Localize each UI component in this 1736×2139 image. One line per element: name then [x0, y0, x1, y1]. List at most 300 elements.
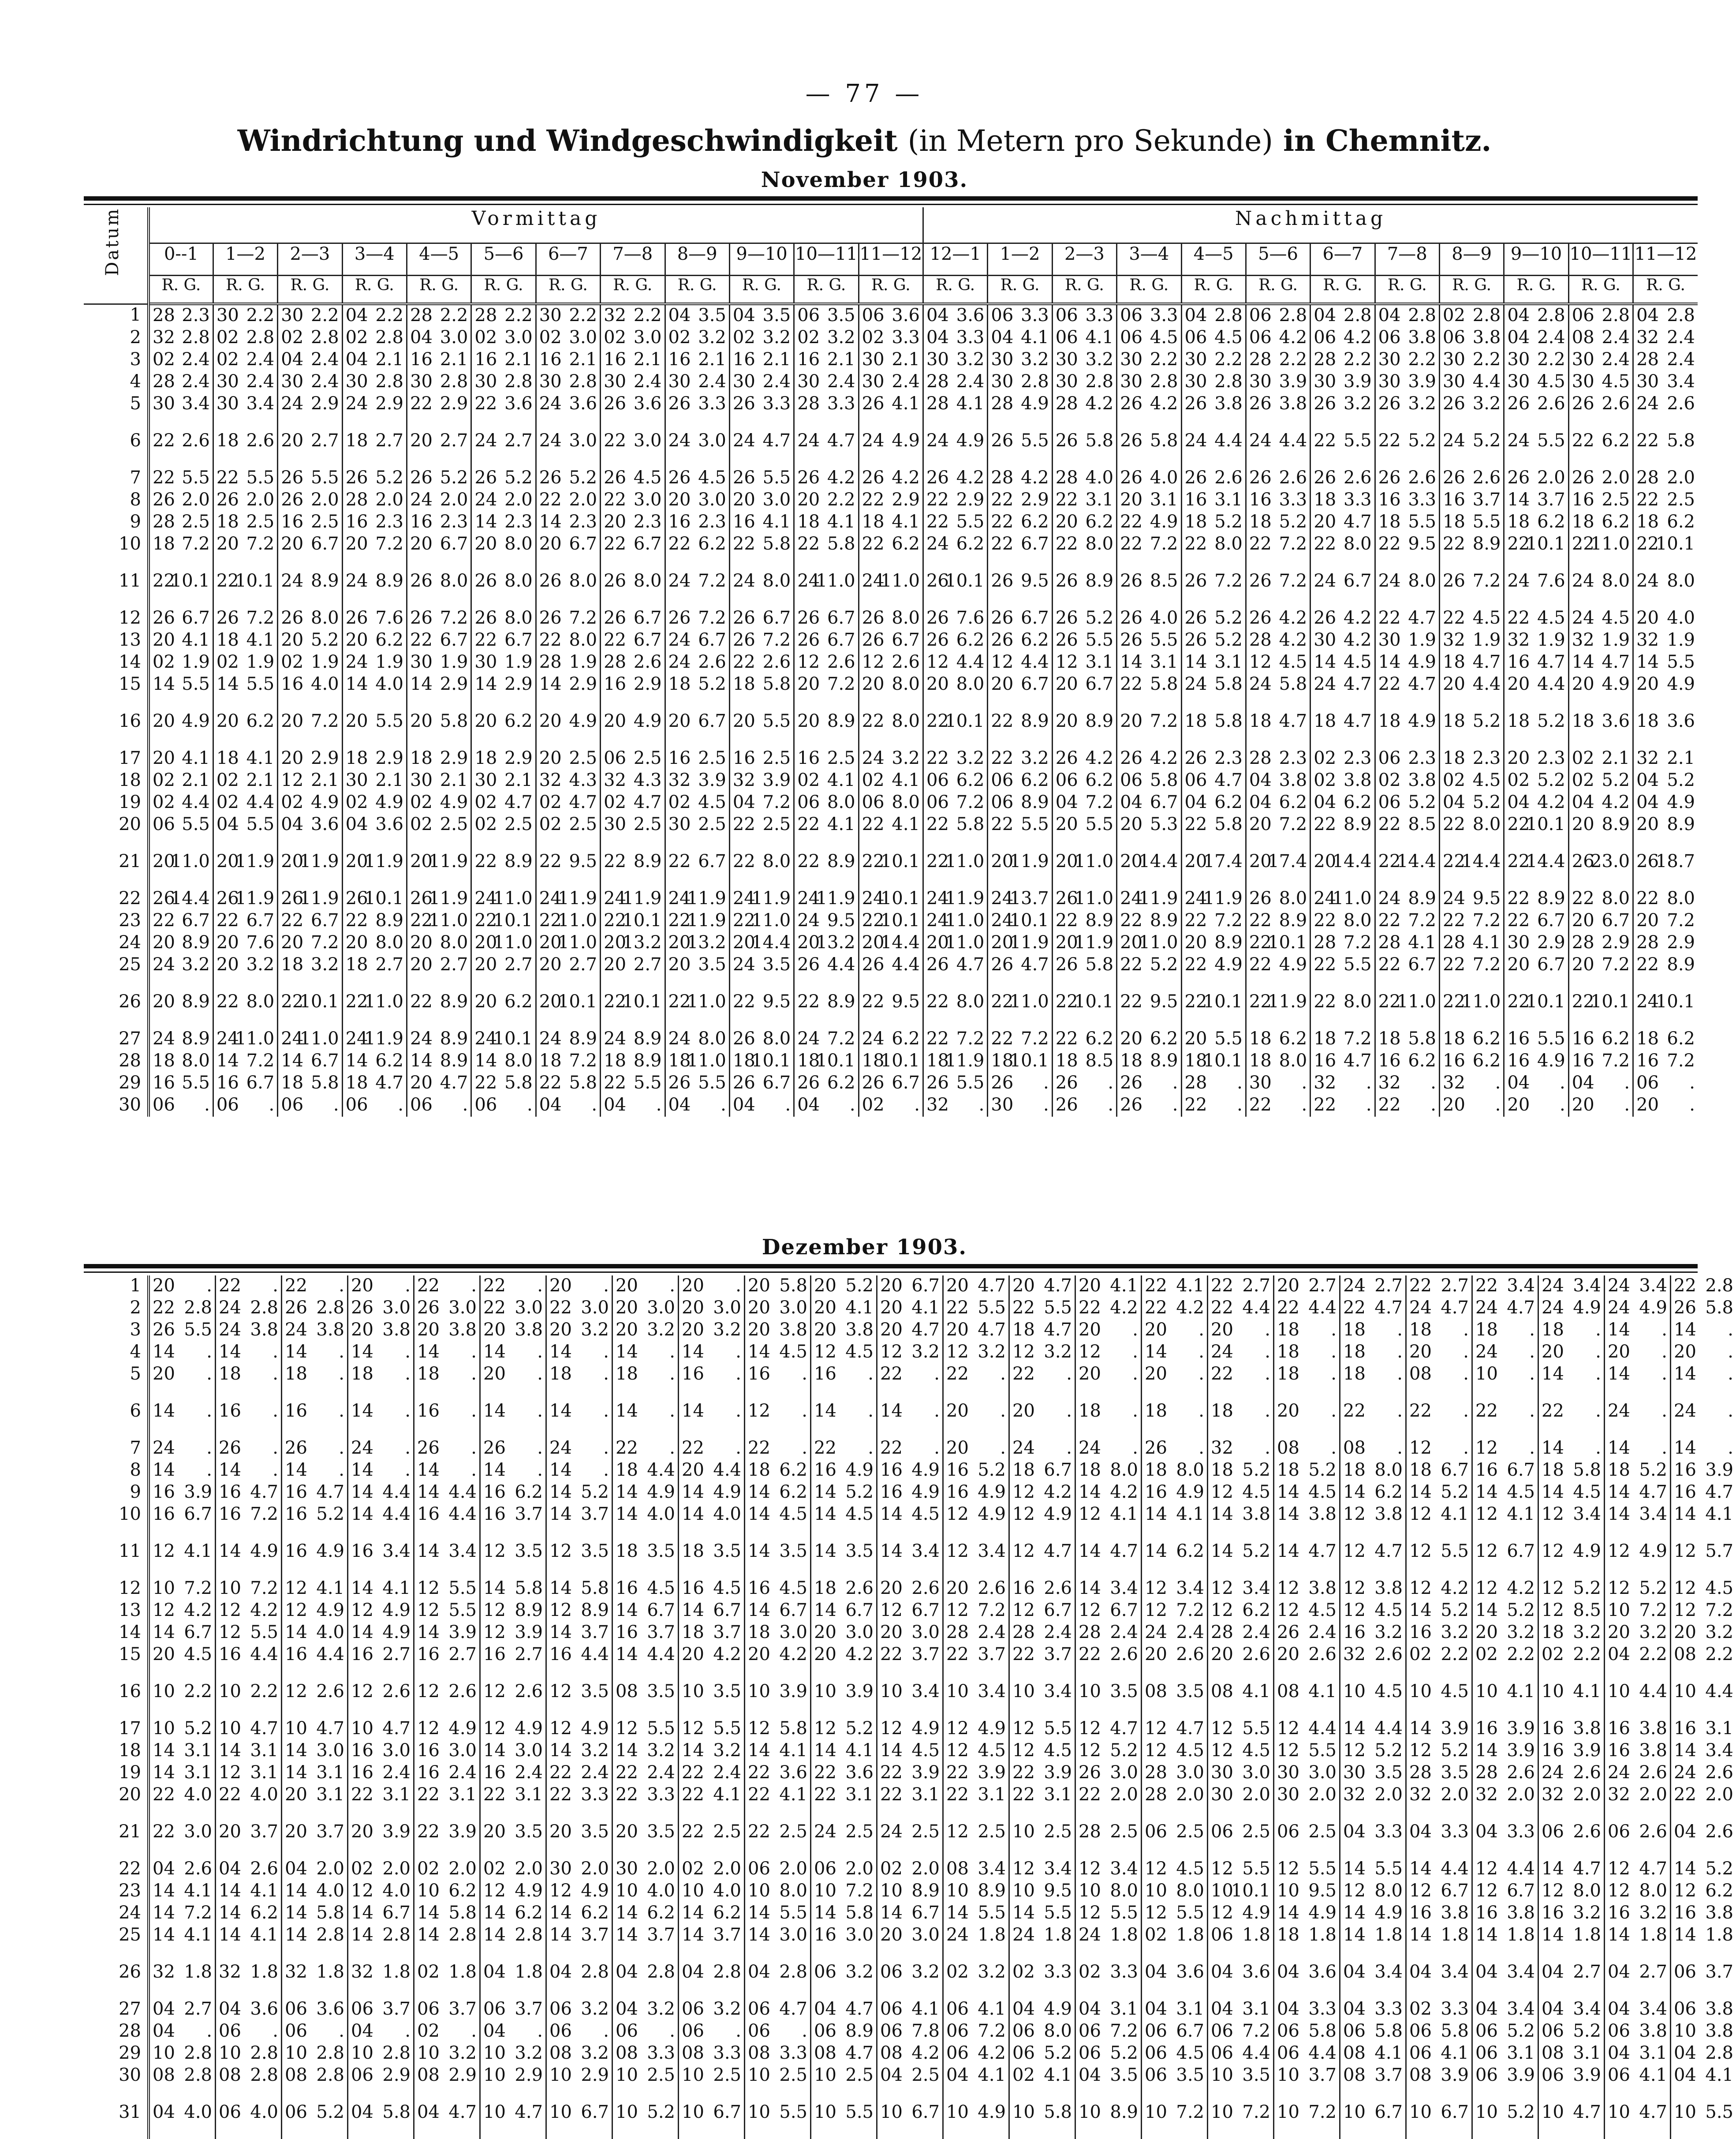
wind-cell [1538, 2043, 1605, 2065]
wind-direction: 24 [1636, 991, 1659, 1012]
hour-header: 5—6 [1246, 243, 1310, 276]
wind-cell [471, 467, 536, 490]
wind-direction: 12 [1012, 1541, 1035, 1561]
wind-speed: 4.1 [1507, 1681, 1535, 1701]
wind-direction: 20 [539, 711, 562, 731]
wind-cell [877, 1364, 943, 1386]
wind-speed: 2.7 [311, 430, 339, 451]
wind-cell [745, 2043, 811, 2065]
wind-speed: 5.2 [1279, 512, 1307, 532]
wind-speed: 3.6 [779, 1762, 807, 1783]
wind-direction: 20 [153, 932, 175, 953]
wind-cell [601, 748, 665, 770]
wind-speed: 2.4 [956, 371, 985, 392]
wind-cell [1142, 1460, 1208, 1482]
wind-cell [877, 1666, 943, 1718]
wind-speed: 7.2 [569, 608, 597, 628]
wind-direction: 28 [1636, 932, 1659, 953]
wind-direction: 02 [862, 327, 885, 348]
wind-speed: 2.9 [504, 674, 533, 694]
wind-cell [1009, 1718, 1075, 1740]
wind-direction: 20 [281, 711, 303, 731]
wind-cell [1472, 1784, 1538, 1806]
wind-direction: 26 [1572, 851, 1594, 871]
wind-direction: 22 [1211, 1364, 1233, 1384]
wind-direction: 26 [1314, 467, 1336, 488]
wind-speed: 5.5 [1441, 1541, 1469, 1561]
wind-cell [923, 748, 988, 770]
wind-speed: 2.6 [1473, 467, 1501, 488]
wind-direction: 20 [1120, 1028, 1142, 1049]
wind-direction: 10 [1012, 2102, 1035, 2122]
wind-cell [859, 888, 923, 910]
wind-cell [1052, 836, 1116, 888]
wind-speed: 3.1 [911, 1784, 940, 1805]
wind-cell [729, 954, 794, 976]
wind-direction: 04 [1608, 1962, 1630, 1982]
wind-cell [745, 1947, 811, 1999]
wind-direction: 22 [1249, 991, 1272, 1012]
wind-cell [1440, 932, 1504, 954]
wind-cell [794, 415, 859, 467]
wind-speed: 3.2 [911, 1342, 940, 1362]
wind-direction: 26 [410, 571, 433, 591]
wind-direction: 14 [1211, 1504, 1233, 1524]
wind-speed: 4.1 [845, 1740, 874, 1761]
wind-direction: 16 [1409, 1622, 1432, 1642]
wind-cell [988, 770, 1052, 792]
wind-direction: 10 [1674, 2021, 1696, 2041]
wind-direction: 08 [417, 2065, 440, 2085]
wind-direction: 04 [351, 2102, 373, 2122]
wind-speed: . [1430, 1095, 1436, 1115]
wind-cell [1440, 954, 1504, 976]
wind-cell [729, 327, 794, 349]
wind-cell [601, 327, 665, 349]
wind-speed: 4.0 [184, 2102, 212, 2122]
wind-direction: 26 [483, 1438, 506, 1458]
wind-cell [216, 1460, 282, 1482]
table-row [84, 1600, 1736, 1622]
wind-direction: 14 [417, 1622, 440, 1642]
wind-direction: 28 [1145, 1784, 1167, 1805]
wind-direction: 18 [281, 954, 303, 975]
wind-cell [1406, 1762, 1472, 1784]
wind-speed: . [868, 1364, 874, 1384]
datum-cell: 28 [84, 1051, 149, 1073]
wind-cell [943, 2021, 1009, 2043]
wind-speed: . [471, 1401, 477, 1421]
wind-cell [213, 630, 277, 652]
wind-cell [149, 1298, 216, 1320]
wind-speed: 3.7 [581, 1504, 609, 1524]
wind-speed: 4.1 [956, 393, 985, 414]
wind-cell [1472, 1298, 1538, 1320]
wind-direction: 32 [153, 327, 175, 348]
wind-speed: . [1198, 1364, 1204, 1384]
wind-cell [1208, 1298, 1274, 1320]
wind-speed: 3.9 [448, 1622, 477, 1642]
wind-cell [1538, 1460, 1605, 1482]
wind-direction: 26 [1277, 1622, 1299, 1642]
wind-cell [546, 1762, 612, 1784]
wind-cell [877, 1386, 943, 1438]
wind-cell [1009, 1578, 1075, 1600]
wind-cell [1208, 1622, 1274, 1644]
wind-cell [1406, 1342, 1472, 1364]
wind-direction: 20 [748, 1298, 770, 1318]
wind-cell [943, 2043, 1009, 2065]
wind-cell [1075, 1718, 1142, 1740]
wind-cell [471, 976, 536, 1028]
wind-direction: 20 [604, 954, 626, 975]
wind-direction: 14 [1542, 1438, 1564, 1458]
wind-cell [1117, 954, 1181, 976]
wind-speed: 6.2 [1176, 1541, 1204, 1561]
wind-cell [612, 1298, 679, 1320]
wind-speed: 6.2 [246, 711, 275, 731]
wind-cell [1246, 349, 1310, 371]
wind-cell [149, 674, 213, 696]
wind-cell [282, 1320, 348, 1342]
wind-cell [679, 1438, 745, 1460]
wind-direction: 20 [1636, 814, 1659, 834]
table-row [84, 1275, 1736, 1298]
wind-cell [1605, 1859, 1671, 1881]
wind-direction: 14 [880, 1541, 903, 1561]
wind-cell [213, 770, 277, 792]
wind-direction: 22 [946, 1364, 969, 1384]
wind-direction: 14 [285, 1762, 307, 1783]
wind-direction: 16 [219, 1644, 241, 1664]
wind-direction: 02 [604, 327, 626, 348]
wind-speed: 4.5 [845, 1504, 874, 1524]
wind-cell [988, 630, 1052, 652]
wind-cell [1605, 1504, 1671, 1526]
wind-direction: 30 [1572, 371, 1594, 392]
wind-cell [471, 910, 536, 932]
wind-speed: 6.2 [504, 711, 533, 731]
wind-direction: 26 [668, 467, 691, 488]
wind-speed: 6.2 [956, 630, 985, 650]
wind-direction: 02 [153, 770, 175, 790]
wind-direction: 18 [1608, 1460, 1630, 1480]
wind-direction: 02 [1314, 770, 1336, 790]
wind-cell [407, 976, 471, 1028]
wind-direction: 22 [217, 467, 239, 488]
wind-cell [679, 1578, 745, 1600]
wind-speed: 2.6 [1667, 393, 1695, 414]
wind-speed: 2.4 [1602, 349, 1630, 370]
wind-cell [665, 976, 729, 1028]
wind-speed: 1.8 [1705, 1925, 1733, 1945]
wind-speed: 5.2 [1242, 1460, 1270, 1480]
wind-cell [1310, 512, 1375, 534]
wind-cell [1052, 349, 1116, 371]
wind-direction: 22 [1314, 430, 1336, 451]
wind-direction: 22 [549, 1298, 572, 1318]
wind-speed: 5.5 [1150, 630, 1178, 650]
wind-cell [1568, 976, 1633, 1028]
wind-direction: 20 [1056, 814, 1078, 834]
wind-speed: 4.9 [1537, 1051, 1565, 1071]
wind-speed: 2.5 [779, 2065, 807, 2085]
wind-cell [877, 1740, 943, 1762]
wind-direction: 16 [814, 1925, 836, 1945]
wind-speed: 4.5 [647, 1578, 675, 1598]
wind-cell [149, 467, 213, 490]
wind-speed: 7.2 [827, 674, 855, 694]
wind-direction: 06 [1120, 770, 1142, 790]
wind-speed: 1.8 [1308, 1925, 1337, 1945]
wind-direction: 06 [1314, 327, 1336, 348]
wind-cell [414, 2087, 480, 2139]
wind-cell [278, 674, 342, 696]
wind-speed: 2.4 [1176, 1622, 1204, 1642]
wind-speed: 2.2 [1507, 1644, 1535, 1664]
wind-direction: 14 [616, 1925, 638, 1945]
wind-cell [1538, 1298, 1605, 1320]
wind-cell [216, 1298, 282, 1320]
wind-direction: 22 [991, 534, 1013, 554]
wind-direction: 26 [1185, 630, 1207, 650]
wind-direction: 22 [346, 991, 368, 1012]
wind-direction: 06 [1608, 2065, 1630, 2085]
wind-speed: 1.9 [1602, 630, 1630, 650]
wind-direction: 18 [1542, 1460, 1564, 1480]
wind-speed: 4.4 [1473, 371, 1501, 392]
wind-speed: 4.7 [1573, 2102, 1601, 2122]
wind-direction: 14 [880, 1401, 903, 1421]
wind-direction: 14 [1674, 1504, 1696, 1524]
wind-direction: 10 [814, 1881, 836, 1901]
wind-cell [729, 467, 794, 490]
wind-cell [1633, 954, 1698, 976]
wind-direction: 18 [1211, 1401, 1233, 1421]
wind-direction: 10 [1475, 1364, 1498, 1384]
wind-speed: . [1132, 1364, 1138, 1384]
wind-direction: 10 [549, 2102, 572, 2122]
wind-direction: 16 [539, 349, 562, 370]
wind-speed: 2.5 [779, 1821, 807, 1842]
wind-speed: 3.5 [647, 1821, 675, 1842]
wind-speed: . [1595, 1401, 1601, 1421]
wind-cell [480, 1622, 546, 1644]
wind-cell [348, 1298, 414, 1320]
wind-cell [1504, 748, 1568, 770]
wind-cell [1075, 1999, 1142, 2021]
wind-speed: 3.2 [978, 1962, 1006, 1982]
wind-cell [1375, 770, 1439, 792]
wind-direction: 26 [604, 571, 626, 591]
wind-cell [1246, 415, 1310, 467]
wind-speed: . [1430, 1073, 1436, 1093]
wind-cell [342, 814, 407, 836]
wind-cell [1472, 1275, 1538, 1298]
wind-direction: 24 [281, 393, 303, 414]
wind-cell [536, 1051, 600, 1073]
wind-direction: 22 [797, 534, 820, 554]
wind-direction: 14 [153, 1740, 175, 1761]
wind-speed: 8.0 [1374, 1460, 1403, 1480]
wind-speed: . [405, 1342, 411, 1362]
wind-direction: 18 [616, 1460, 638, 1480]
wind-speed: 14.4 [881, 932, 920, 953]
wind-speed: 6.2 [779, 1460, 807, 1480]
wind-cell [342, 1051, 407, 1073]
wind-direction: 32 [539, 770, 562, 790]
wind-direction: 20 [217, 932, 239, 953]
wind-cell [1671, 1275, 1736, 1298]
wind-speed: 5.2 [978, 1460, 1006, 1480]
wind-direction: 24 [539, 888, 562, 909]
wind-cell [149, 1051, 213, 1073]
wind-cell [1117, 608, 1181, 630]
wind-speed: 4.1 [184, 1925, 212, 1945]
wind-cell [213, 674, 277, 696]
wind-direction: 20 [668, 954, 691, 975]
wind-speed: . [669, 1438, 675, 1458]
wind-direction: 06 [991, 305, 1013, 325]
wind-direction: 06 [1249, 305, 1272, 325]
wind-direction: 26 [1443, 467, 1465, 488]
wind-speed: 3.0 [1308, 1762, 1337, 1783]
wind-cell [665, 556, 729, 608]
wind-cell [859, 534, 923, 556]
wind-cell [414, 1999, 480, 2021]
wind-direction: 12 [1211, 1482, 1233, 1502]
wind-direction: 14 [1608, 1438, 1630, 1458]
wind-direction: 26 [1185, 571, 1207, 591]
wind-direction: 16 [1475, 1460, 1498, 1480]
wind-cell [1310, 976, 1375, 1028]
wind-cell [348, 1859, 414, 1881]
wind-cell [342, 932, 407, 954]
wind-cell [1246, 304, 1310, 327]
wind-speed: 5.2 [1573, 1578, 1601, 1598]
wind-direction: 06 [1185, 770, 1207, 790]
wind-speed: 2.2 [1473, 349, 1501, 370]
wind-cell [1142, 1578, 1208, 1600]
wind-speed: 3.8 [1639, 1718, 1667, 1739]
wind-cell [282, 1903, 348, 1925]
wind-speed: 2.3 [440, 512, 468, 532]
wind-direction: 14 [880, 1903, 903, 1923]
wind-direction: 04 [1343, 1999, 1366, 2019]
wind-speed: 7.2 [1473, 571, 1501, 591]
wind-direction: 18 [1277, 1460, 1299, 1480]
wind-speed: 3.2 [713, 1320, 741, 1340]
wind-speed: 3.8 [845, 1320, 874, 1340]
wind-speed: 3.4 [978, 1681, 1006, 1701]
wind-cell [794, 674, 859, 696]
wind-speed: 3.9 [1705, 1460, 1733, 1480]
wind-cell [679, 1740, 745, 1762]
wind-cell [414, 1342, 480, 1364]
wind-cell [1340, 2021, 1406, 2043]
wind-cell [729, 371, 794, 393]
wind-cell [407, 534, 471, 556]
wind-speed: 7.2 [1021, 1028, 1049, 1049]
wind-speed: . [669, 1342, 675, 1362]
wind-speed: 2.9 [448, 2065, 477, 2085]
wind-speed: 2.8 [713, 1962, 741, 1982]
datum-cell: 24 [84, 1903, 149, 1925]
wind-speed: 3.1 [1110, 1999, 1138, 2019]
wind-direction: 08 [880, 2043, 903, 2063]
wind-cell [1671, 1526, 1736, 1578]
wind-direction: 24 [1443, 888, 1465, 909]
wind-cell [1440, 467, 1504, 490]
wind-direction: 26 [1249, 608, 1272, 628]
hour-header: 11—12 [859, 243, 923, 276]
wind-direction: 04 [1277, 1962, 1299, 1982]
wind-cell [1274, 1784, 1340, 1806]
wind-direction: 04 [1542, 1999, 1564, 2019]
wind-cell [546, 1947, 612, 1999]
wind-speed: 4.5 [1473, 608, 1501, 628]
wind-direction: 26 [1185, 467, 1207, 488]
wind-direction: 20 [1079, 1275, 1101, 1296]
wind-direction: 26 [926, 1073, 949, 1093]
wind-speed: . [339, 1342, 344, 1362]
wind-speed: 4.4 [1308, 1718, 1337, 1739]
wind-direction: 22 [1443, 608, 1465, 628]
wind-speed: 4.1 [779, 1740, 807, 1761]
wind-cell [745, 1504, 811, 1526]
wind-speed: 3.7 [1705, 1962, 1733, 1982]
wind-cell [414, 1762, 480, 1784]
wind-direction: 26 [1249, 571, 1272, 591]
wind-speed: 2.8 [1150, 371, 1178, 392]
wind-direction: 10 [1475, 1681, 1498, 1701]
wind-cell [471, 748, 536, 770]
wind-speed: 8.0 [504, 534, 533, 554]
wind-direction: 10 [483, 2102, 506, 2122]
wind-direction: 24 [1185, 430, 1207, 451]
wind-direction: 16 [797, 748, 820, 768]
wind-speed: 7.2 [1176, 2102, 1204, 2122]
wind-cell [1310, 932, 1375, 954]
wind-direction: 14 [682, 1482, 704, 1502]
wind-cell [811, 1947, 877, 1999]
wind-speed: 4.5 [1242, 1482, 1270, 1502]
wind-speed: 6.2 [1086, 512, 1114, 532]
december-body [84, 1275, 1736, 2139]
wind-cell [480, 2021, 546, 2043]
wind-direction: 24 [797, 910, 820, 931]
wind-cell [1504, 467, 1568, 490]
wind-direction: 20 [346, 851, 368, 871]
wind-cell [536, 674, 600, 696]
wind-speed: 3.2 [956, 748, 985, 768]
wind-direction: 10 [1542, 2102, 1564, 2122]
wind-speed: 5.5 [448, 1600, 477, 1620]
wind-direction: 14 [814, 1401, 836, 1421]
wind-direction: 14 [1120, 652, 1142, 672]
table-row [84, 608, 1698, 630]
wind-direction: 14 [351, 1504, 373, 1524]
wind-direction: 20 [946, 1320, 969, 1340]
wind-cell [1375, 534, 1439, 556]
wind-cell [546, 1903, 612, 1925]
wind-speed: . [1331, 1342, 1337, 1362]
wind-speed: 7.2 [827, 1028, 855, 1049]
wind-speed: 1.9 [504, 652, 533, 672]
wind-direction: 08 [748, 2043, 770, 2063]
wind-speed: 3.4 [1507, 1962, 1535, 1982]
wind-direction: 32 [1572, 630, 1594, 650]
